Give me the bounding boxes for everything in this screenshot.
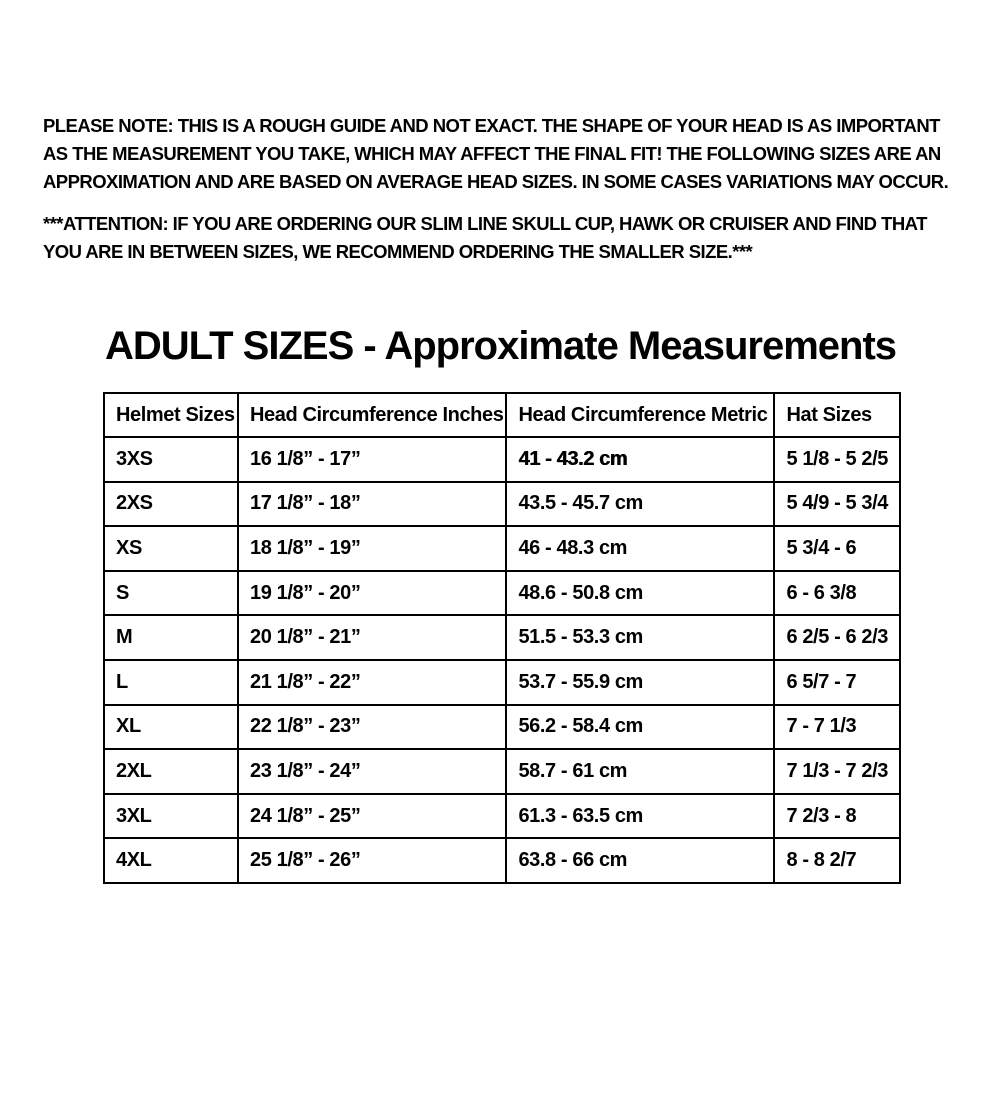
cell-inches: 16 1/8” - 17” xyxy=(238,437,506,482)
table-row xyxy=(104,526,900,571)
cell-helmet-size: M xyxy=(104,615,238,660)
cell-inches: 18 1/8” - 19” xyxy=(238,526,506,571)
cell-inches: 21 1/8” - 22” xyxy=(238,660,506,705)
cell-metric: 46 - 48.3 cm xyxy=(506,526,774,571)
page-title: ADULT SIZES - Approximate Measurements xyxy=(105,324,897,368)
cell-hat-size: 6 - 6 3/8 xyxy=(774,571,900,616)
cell-hat-size: 7 1/3 - 7 2/3 xyxy=(774,749,900,794)
table-row xyxy=(104,615,900,660)
col-header-circumference-inches: Head Circumference Inches xyxy=(238,393,506,437)
table-row xyxy=(104,437,900,482)
cell-inches: 25 1/8” - 26” xyxy=(238,838,506,883)
table-row xyxy=(104,660,900,705)
cell-inches: 22 1/8” - 23” xyxy=(238,705,506,750)
col-header-circumference-metric: Head Circumference Metric xyxy=(506,393,774,437)
cell-metric: 61.3 - 63.5 cm xyxy=(506,794,774,839)
cell-hat-size: 8 - 8 2/7 xyxy=(774,838,900,883)
table-row xyxy=(104,794,900,839)
attention-paragraph xyxy=(43,210,970,266)
cell-hat-size: 5 4/9 - 5 3/4 xyxy=(774,482,900,527)
cell-helmet-size: 4XL xyxy=(104,838,238,883)
cell-inches: 23 1/8” - 24” xyxy=(238,749,506,794)
cell-hat-size: 5 3/4 - 6 xyxy=(774,526,900,571)
cell-helmet-size: L xyxy=(104,660,238,705)
cell-metric: 51.5 - 53.3 cm xyxy=(506,615,774,660)
cell-hat-size: 7 2/3 - 8 xyxy=(774,794,900,839)
table-row xyxy=(104,571,900,616)
cell-helmet-size: XL xyxy=(104,705,238,750)
cell-helmet-size: 3XL xyxy=(104,794,238,839)
cell-metric: 48.6 - 50.8 cm xyxy=(506,571,774,616)
notice-line: AS THE MEASUREMENT YOU TAKE, WHICH MAY AFFECT THE FINAL FIT! THE FOLLOWING SIZES ARE AN xyxy=(43,143,941,164)
table-row xyxy=(104,482,900,527)
cell-inches: 24 1/8” - 25” xyxy=(238,794,506,839)
cell-helmet-size: 2XL xyxy=(104,749,238,794)
notice-paragraph xyxy=(43,112,970,196)
adult-sizes-table xyxy=(103,392,901,884)
cell-helmet-size: 2XS xyxy=(104,482,238,527)
table-row xyxy=(104,838,900,883)
cell-inches: 19 1/8” - 20” xyxy=(238,571,506,616)
cell-metric: 56.2 - 58.4 cm xyxy=(506,705,774,750)
cell-hat-size: 7 - 7 1/3 xyxy=(774,705,900,750)
cell-inches: 17 1/8” - 18” xyxy=(238,482,506,527)
cell-metric: 41 - 43.2 cm xyxy=(506,437,774,482)
cell-metric: 43.5 - 45.7 cm xyxy=(506,482,774,527)
col-header-helmet-sizes: Helmet Sizes xyxy=(104,393,238,437)
attention-line: ***ATTENTION: IF YOU ARE ORDERING OUR SLIM LINE SKULL CUP, HAWK OR CRUISER AND FIND THAT xyxy=(43,213,927,234)
cell-inches: 20 1/8” - 21” xyxy=(238,615,506,660)
col-header-hat-sizes: Hat Sizes xyxy=(774,393,900,437)
cell-metric: 53.7 - 55.9 cm xyxy=(506,660,774,705)
cell-metric: 58.7 - 61 cm xyxy=(506,749,774,794)
cell-hat-size: 5 1/8 - 5 2/5 xyxy=(774,437,900,482)
attention-line: YOU ARE IN BETWEEN SIZES, WE RECOMMEND ORDERING THE SMALLER SIZE.*** xyxy=(43,241,753,262)
cell-metric: 63.8 - 66 cm xyxy=(506,838,774,883)
table-row xyxy=(104,749,900,794)
notice-line: PLEASE NOTE: THIS IS A ROUGH GUIDE AND NOT EXACT. THE SHAPE OF YOUR HEAD IS AS IMPORTANT xyxy=(43,115,940,136)
size-guide-page xyxy=(0,112,1000,1112)
table-header-row xyxy=(104,393,900,437)
cell-hat-size: 6 5/7 - 7 xyxy=(774,660,900,705)
cell-hat-size: 6 2/5 - 6 2/3 xyxy=(774,615,900,660)
notice-line: APPROXIMATION AND ARE BASED ON AVERAGE HEAD SIZES. IN SOME CASES VARIATIONS MAY OCCUR. xyxy=(43,171,949,192)
cell-helmet-size: XS xyxy=(104,526,238,571)
cell-helmet-size: S xyxy=(104,571,238,616)
cell-helmet-size: 3XS xyxy=(104,437,238,482)
table-row xyxy=(104,705,900,750)
